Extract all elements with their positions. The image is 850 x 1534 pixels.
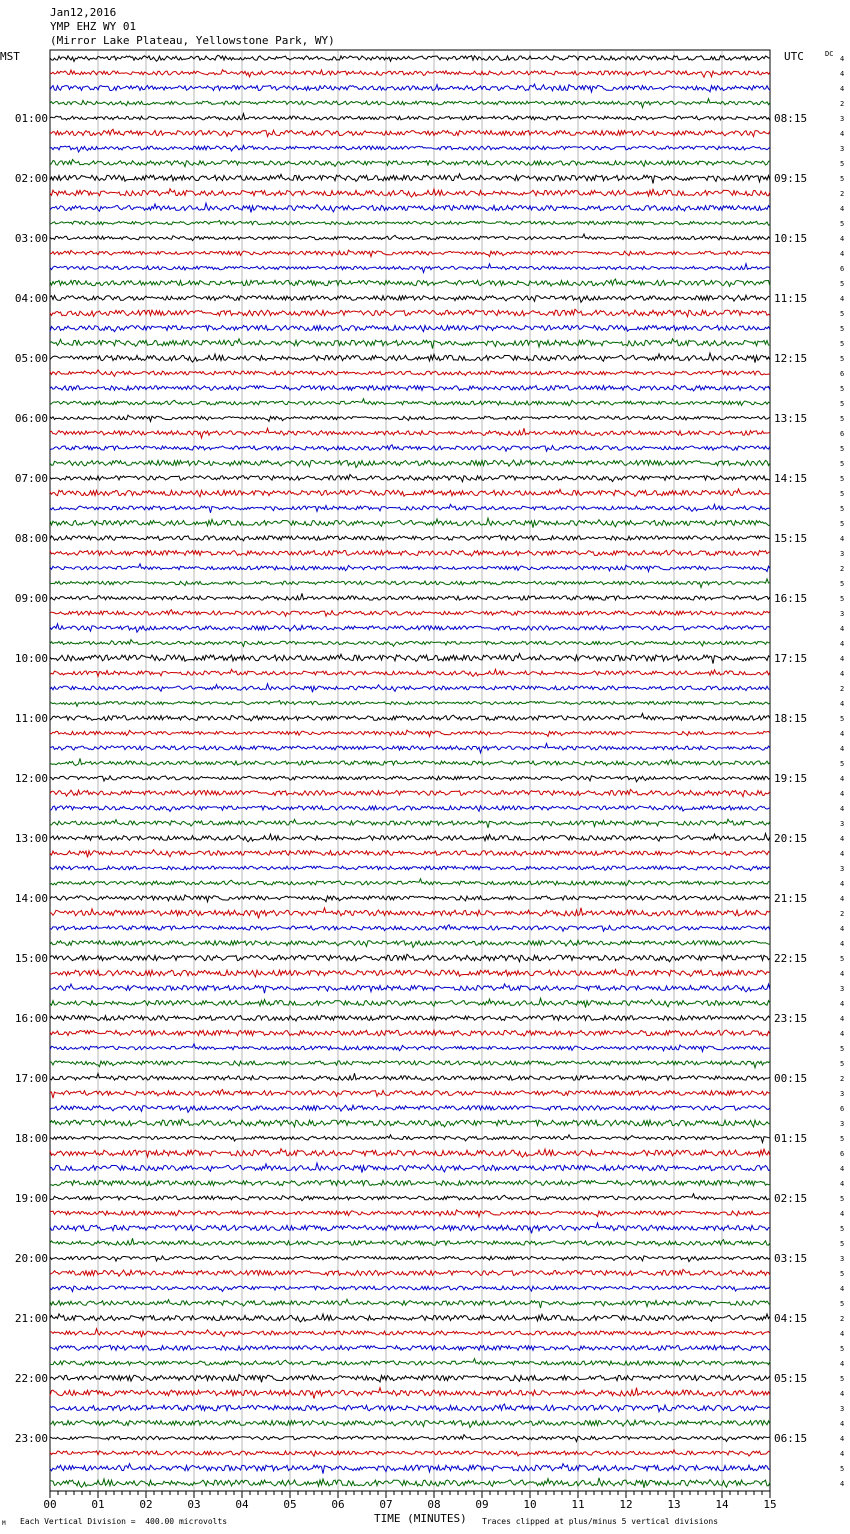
- hour-label-left: 03:00: [14, 232, 48, 245]
- trace-line: [50, 1388, 770, 1399]
- trace-line: [50, 744, 770, 753]
- dc-offset-value: 5: [840, 340, 845, 348]
- trace-line: [50, 1030, 770, 1036]
- dc-offset-value: 4: [840, 1390, 845, 1398]
- dc-offset-value: 4: [840, 775, 845, 783]
- left-timezone-label: MST: [0, 50, 20, 63]
- trace-line: [50, 998, 770, 1007]
- dc-offset-value: 2: [840, 1075, 845, 1083]
- trace-line: [50, 984, 770, 993]
- trace-line: [50, 940, 770, 947]
- dc-offset-value: 5: [840, 175, 845, 183]
- x-tick-label: 11: [571, 1498, 585, 1511]
- dc-offset-value: 5: [840, 1300, 845, 1308]
- corner-mark: M: [2, 1520, 6, 1527]
- trace-line: [50, 203, 770, 212]
- dc-offset-value: 5: [840, 1135, 845, 1143]
- trace-line: [50, 1194, 770, 1201]
- trace-line: [50, 730, 770, 736]
- dc-offset-value: 4: [840, 745, 845, 753]
- dc-offset-value: 5: [840, 475, 845, 483]
- dc-offset-value: 4: [840, 895, 845, 903]
- hour-label-left: 17:00: [14, 1072, 48, 1085]
- dc-offset-value: 3: [840, 985, 845, 993]
- trace-line: [50, 70, 770, 78]
- dc-offset-value: 5: [840, 580, 845, 588]
- dc-offset-value: 4: [840, 1450, 845, 1458]
- hour-label-right: 03:15: [774, 1252, 808, 1265]
- x-tick-label: 04: [235, 1498, 249, 1511]
- dc-offset-value: 4: [840, 70, 845, 78]
- trace-line: [50, 309, 770, 316]
- trace-line: [50, 326, 770, 332]
- trace-line: [50, 776, 770, 782]
- trace-line: [50, 610, 770, 617]
- hour-label-left: 05:00: [14, 352, 48, 365]
- dc-offset-value: 3: [840, 145, 845, 153]
- dc-offset-value: 4: [840, 1435, 845, 1443]
- hour-label-right: 14:15: [774, 472, 808, 485]
- dc-offset-value: 4: [840, 295, 845, 303]
- dc-offset-value: 5: [840, 1375, 845, 1383]
- trace-line: [50, 1450, 770, 1457]
- dc-offset-value: 3: [840, 550, 845, 558]
- trace-line: [50, 624, 770, 632]
- trace-line: [50, 445, 770, 452]
- x-tick-label: 14: [715, 1498, 729, 1511]
- hour-label-right: 16:15: [774, 592, 808, 605]
- dc-offset-value: 4: [840, 1420, 845, 1428]
- trace-line: [50, 593, 770, 600]
- hour-label-left: 01:00: [14, 112, 48, 125]
- trace-line: [50, 1223, 770, 1234]
- trace-line: [50, 833, 770, 841]
- trace-line: [50, 1314, 770, 1322]
- hour-label-right: 10:15: [774, 232, 808, 245]
- trace-line: [50, 399, 770, 406]
- dc-offset-value: 5: [840, 400, 845, 408]
- trace-line: [50, 1135, 770, 1143]
- trace-line: [50, 758, 770, 765]
- clip-note: Traces clipped at plus/minus 5 vertical divisions: [482, 1517, 719, 1526]
- dc-offset-value: 5: [840, 160, 845, 168]
- trace-line: [50, 264, 770, 273]
- hour-label-left: 22:00: [14, 1372, 48, 1385]
- dc-offset-value: 4: [840, 970, 845, 978]
- dc-offset-value: 3: [840, 1405, 845, 1413]
- trace-line: [50, 174, 770, 184]
- dc-offset-value: 3: [840, 865, 845, 873]
- trace-line: [50, 475, 770, 482]
- dc-offset-value: 4: [840, 655, 845, 663]
- trace-line: [50, 908, 770, 919]
- trace-line: [50, 504, 770, 512]
- trace-line: [50, 550, 770, 556]
- trace-line: [50, 84, 770, 92]
- x-tick-label: 08: [427, 1498, 441, 1511]
- trace-line: [50, 789, 770, 796]
- hour-label-left: 11:00: [14, 712, 48, 725]
- hour-label-left: 21:00: [14, 1312, 48, 1325]
- dc-offset-value: 5: [840, 1270, 845, 1278]
- dc-offset-value: 5: [840, 1240, 845, 1248]
- dc-offset-value: 4: [840, 1285, 845, 1293]
- x-tick-label: 10: [523, 1498, 537, 1511]
- dc-offset-value: 3: [840, 1090, 845, 1098]
- dc-offset-value: 5: [840, 1465, 845, 1473]
- trace-line: [50, 1238, 770, 1246]
- dc-offset-value: 6: [840, 1105, 845, 1113]
- trace-line: [50, 279, 770, 287]
- dc-offset-value: 5: [840, 1195, 845, 1203]
- trace-line: [50, 386, 770, 391]
- trace-line: [50, 1061, 770, 1068]
- dc-offset-value: 5: [840, 445, 845, 453]
- station-code: YMP EHZ WY 01: [50, 20, 137, 33]
- dc-offset-value: 5: [840, 760, 845, 768]
- hour-label-right: 17:15: [774, 652, 808, 665]
- dc-offset-value: 4: [840, 625, 845, 633]
- dc-offset-value: 5: [840, 220, 845, 228]
- dc-offset-value: 4: [840, 55, 845, 63]
- dc-offset-value: 4: [840, 925, 845, 933]
- trace-line: [50, 1015, 770, 1021]
- trace-line: [50, 1299, 770, 1308]
- dc-offset-value: 4: [840, 850, 845, 858]
- hour-label-right: 21:15: [774, 892, 808, 905]
- hour-label-left: 15:00: [14, 952, 48, 965]
- trace-line: [50, 250, 770, 257]
- hour-label-left: 04:00: [14, 292, 48, 305]
- hour-label-right: 23:15: [774, 1012, 808, 1025]
- hour-label-right: 20:15: [774, 832, 808, 845]
- hour-label-right: 22:15: [774, 952, 808, 965]
- dc-offset-value: 4: [840, 805, 845, 813]
- dc-offset-value: 5: [840, 1045, 845, 1053]
- dc-offset-value: 4: [840, 130, 845, 138]
- trace-line: [50, 1359, 770, 1366]
- trace-line: [50, 1119, 770, 1127]
- dc-offset-value: 4: [840, 235, 845, 243]
- dc-offset-value: 4: [840, 670, 845, 678]
- dc-offset-value: 2: [840, 685, 845, 693]
- dc-offset-value: 5: [840, 310, 845, 318]
- hour-label-right: 12:15: [774, 352, 808, 365]
- hour-label-right: 18:15: [774, 712, 808, 725]
- hour-label-right: 11:15: [774, 292, 808, 305]
- hour-label-right: 19:15: [774, 772, 808, 785]
- dc-offset-value: 4: [840, 790, 845, 798]
- hour-label-left: 06:00: [14, 412, 48, 425]
- trace-line: [50, 160, 770, 167]
- hour-label-right: 08:15: [774, 112, 808, 125]
- trace-line: [50, 428, 770, 438]
- hour-label-left: 19:00: [14, 1192, 48, 1205]
- hour-label-left: 12:00: [14, 772, 48, 785]
- trace-line: [50, 234, 770, 240]
- trace-line: [50, 114, 770, 121]
- trace-line: [50, 879, 770, 886]
- dc-offset-value: 5: [840, 1225, 845, 1233]
- dc-offset-value: 5: [840, 385, 845, 393]
- hour-label-left: 23:00: [14, 1432, 48, 1445]
- trace-line: [50, 654, 770, 664]
- trace-line: [50, 669, 770, 676]
- trace-line: [50, 460, 770, 468]
- x-axis-label: TIME (MINUTES): [374, 1512, 467, 1525]
- station-location: (Mirror Lake Plateau, Yellowstone Park, WY): [50, 34, 335, 47]
- dc-offset-value: 5: [840, 490, 845, 498]
- trace-line: [50, 1210, 770, 1217]
- dc-offset-value: 4: [840, 1360, 845, 1368]
- dc-offset-value: 2: [840, 190, 845, 198]
- hour-label-left: 08:00: [14, 532, 48, 545]
- trace-line: [50, 1256, 770, 1262]
- x-tick-label: 09: [475, 1498, 489, 1511]
- scale-note: Each Vertical Division = 400.00 microvolts: [20, 1517, 228, 1526]
- trace-line: [50, 1044, 770, 1052]
- dc-offset-value: 6: [840, 265, 845, 273]
- trace-line: [50, 55, 770, 61]
- dc-offset-value: 4: [840, 1000, 845, 1008]
- dc-offset-value: 5: [840, 520, 845, 528]
- dc-offset-value: 4: [840, 1210, 845, 1218]
- dc-offset-value: 4: [840, 250, 845, 258]
- dc-offset-value: 3: [840, 1255, 845, 1263]
- trace-line: [50, 518, 770, 527]
- trace-line: [50, 1345, 770, 1350]
- dc-offset-value: 5: [840, 280, 845, 288]
- trace-line: [50, 189, 770, 197]
- hour-label-left: 09:00: [14, 592, 48, 605]
- dc-offset-value: 4: [840, 205, 845, 213]
- dc-offset-value: 4: [840, 700, 845, 708]
- trace-line: [50, 1329, 770, 1338]
- trace-line: [50, 1105, 770, 1112]
- x-tick-label: 00: [43, 1498, 57, 1511]
- dc-offset-value: 5: [840, 505, 845, 513]
- x-tick-label: 02: [139, 1498, 153, 1511]
- dc-offset-value: 5: [840, 355, 845, 363]
- trace-line: [50, 1435, 770, 1442]
- trace-line: [50, 1269, 770, 1276]
- dc-offset-value: 4: [840, 1165, 845, 1173]
- trace-line: [50, 370, 770, 377]
- dc-offset-value: 4: [840, 1480, 845, 1488]
- x-tick-label: 07: [379, 1498, 393, 1511]
- dc-offset-value: 4: [840, 940, 845, 948]
- dc-offset-value: 6: [840, 370, 845, 378]
- trace-line: [50, 819, 770, 828]
- dc-offset-value: 6: [840, 430, 845, 438]
- dc-offset-value: 2: [840, 100, 845, 108]
- trace-line: [50, 146, 770, 153]
- trace-line: [50, 1404, 770, 1412]
- trace-line: [50, 1464, 770, 1474]
- dc-offset-value: 5: [840, 1345, 845, 1353]
- hour-label-right: 01:15: [774, 1132, 808, 1145]
- dc-offset-value: 5: [840, 595, 845, 603]
- trace-line: [50, 339, 770, 349]
- trace-line: [50, 969, 770, 976]
- dc-offset-value: 2: [840, 1315, 845, 1323]
- hour-label-right: 04:15: [774, 1312, 808, 1325]
- hour-label-left: 07:00: [14, 472, 48, 485]
- trace-line: [50, 1478, 770, 1488]
- trace-line: [50, 564, 770, 572]
- trace-line: [50, 714, 770, 721]
- hour-label-right: 13:15: [774, 412, 808, 425]
- x-tick-label: 05: [283, 1498, 297, 1511]
- hour-label-left: 14:00: [14, 892, 48, 905]
- dc-offset-value: 5: [840, 460, 845, 468]
- trace-line: [50, 1090, 770, 1099]
- hour-label-left: 13:00: [14, 832, 48, 845]
- trace-line: [50, 895, 770, 902]
- dc-offset-value: 4: [840, 880, 845, 888]
- dc-offset-value: 5: [840, 415, 845, 423]
- dc-offset-value: 4: [840, 1330, 845, 1338]
- hour-label-right: 05:15: [774, 1372, 808, 1385]
- dc-offset-value: 6: [840, 1150, 845, 1158]
- x-tick-label: 12: [619, 1498, 633, 1511]
- chart-date: Jan12,2016: [50, 6, 117, 19]
- trace-line: [50, 640, 770, 647]
- dc-offset-value: 4: [840, 640, 845, 648]
- dc-offset-value: 3: [840, 820, 845, 828]
- x-tick-label: 01: [91, 1498, 105, 1511]
- trace-line: [50, 1375, 770, 1383]
- right-timezone-label: UTC: [784, 50, 804, 63]
- trace-line: [50, 535, 770, 541]
- hour-label-right: 02:15: [774, 1192, 808, 1205]
- hour-label-left: 20:00: [14, 1252, 48, 1265]
- hour-label-right: 09:15: [774, 172, 808, 185]
- x-tick-label: 13: [667, 1498, 681, 1511]
- dc-offset-value: 4: [840, 1015, 845, 1023]
- trace-line: [50, 954, 770, 962]
- dc-offset-value: 4: [840, 730, 845, 738]
- trace-line: [50, 850, 770, 858]
- trace-line: [50, 1163, 770, 1173]
- trace-line: [50, 129, 770, 136]
- hour-label-left: 16:00: [14, 1012, 48, 1025]
- dc-offset-value: 4: [840, 1180, 845, 1188]
- hour-label-left: 02:00: [14, 172, 48, 185]
- trace-line: [50, 684, 770, 693]
- trace-line: [50, 295, 770, 302]
- dc-offset-value: 3: [840, 115, 845, 123]
- trace-line: [50, 579, 770, 588]
- hour-label-left: 10:00: [14, 652, 48, 665]
- hour-label-left: 18:00: [14, 1132, 48, 1145]
- trace-line: [50, 1286, 770, 1291]
- dc-offset-value: 3: [840, 1120, 845, 1128]
- x-tick-label: 03: [187, 1498, 201, 1511]
- hour-label-right: 06:15: [774, 1432, 808, 1445]
- dc-offset-value: 5: [840, 955, 845, 963]
- dc-offset-value: 4: [840, 1030, 845, 1038]
- trace-line: [50, 925, 770, 932]
- trace-line: [50, 353, 770, 363]
- dc-offset-value: 4: [840, 835, 845, 843]
- dc-offset-value: 3: [840, 610, 845, 618]
- trace-line: [50, 866, 770, 871]
- dc-offset-value: 2: [840, 565, 845, 573]
- trace-line: [50, 700, 770, 706]
- dc-label: DC: [825, 50, 834, 58]
- dc-offset-value: 5: [840, 325, 845, 333]
- trace-line: [50, 99, 770, 108]
- dc-offset-value: 5: [840, 715, 845, 723]
- trace-line: [50, 806, 770, 812]
- x-tick-label: 06: [331, 1498, 345, 1511]
- dc-offset-value: 5: [840, 1060, 845, 1068]
- trace-line: [50, 1180, 770, 1185]
- trace-line: [50, 415, 770, 421]
- hour-label-right: 00:15: [774, 1072, 808, 1085]
- x-tick-label: 15: [763, 1498, 777, 1511]
- trace-line: [50, 1073, 770, 1080]
- dc-offset-value: 4: [840, 85, 845, 93]
- trace-line: [50, 489, 770, 497]
- dc-offset-value: 2: [840, 910, 845, 918]
- trace-line: [50, 1420, 770, 1427]
- hour-label-right: 15:15: [774, 532, 808, 545]
- trace-line: [50, 1149, 770, 1158]
- dc-offset-value: 4: [840, 535, 845, 543]
- trace-line: [50, 220, 770, 225]
